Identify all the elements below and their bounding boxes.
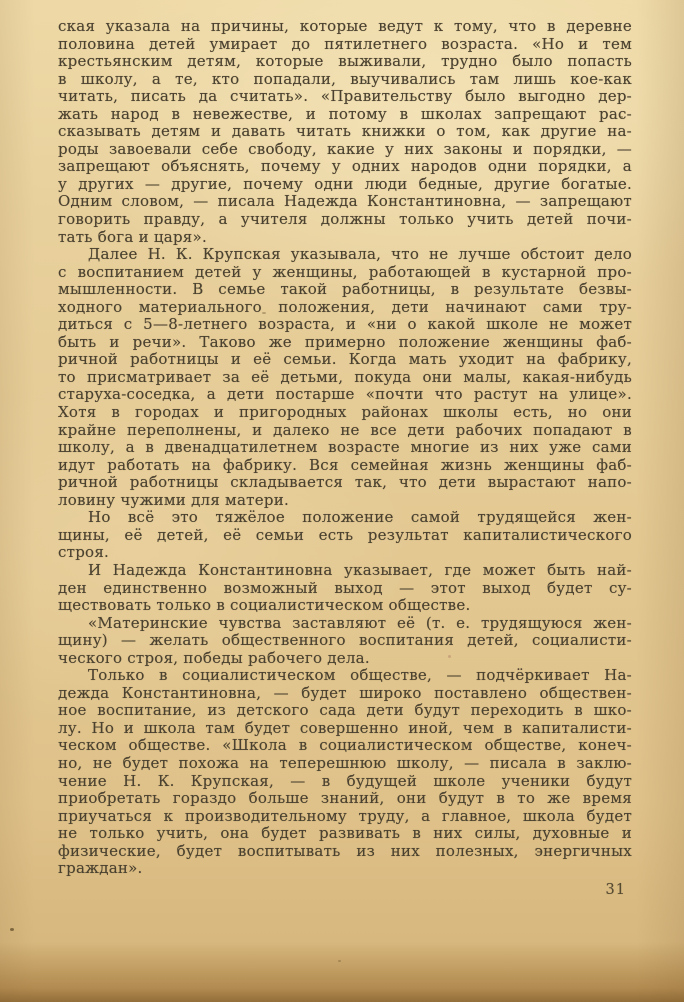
text-block <box>58 18 632 878</box>
text-line: Но всё это тяжёлое положение самой трудящейся жен- <box>88 508 632 527</box>
text-line: ческого строя, победы рабочего дела. <box>58 648 370 667</box>
text-line: щину) — желать общественного воспитания детей, социалисти- <box>58 631 632 650</box>
text-line: строя. <box>58 543 110 562</box>
text-line: быть и речи». Таково же примерно положение женщины фаб- <box>58 332 632 351</box>
text-line: половина детей умирает до пятилетнего возраста. «Но и тем <box>58 34 632 53</box>
paper-speck <box>338 960 341 962</box>
text-line: читать, писать да считать». «Правительству было выгодно дер- <box>58 87 632 106</box>
text-line: граждан». <box>58 859 143 878</box>
text-line: Только в социалистическом обществе, — подчёркивает На- <box>88 666 632 685</box>
text-line: тать бога и царя». <box>58 227 207 246</box>
text-line: в школу, а те, кто попадали, выучивались там лишь кое-как <box>58 69 632 88</box>
text-line: ное воспитание, из детского сада дети будут переходить в шко- <box>58 701 632 720</box>
text-line: Хотя в городах и пригородных районах школы есть, но они <box>58 403 632 422</box>
text-line: но, не будет похожа на теперешнюю школу, — писала в заклю- <box>58 753 632 772</box>
text-line: ден единственно возможный выход — этот выход будет су- <box>58 578 632 597</box>
paragraph <box>58 562 632 615</box>
text-line: не только учить, она будет развивать в них силы, духовные и <box>58 824 632 843</box>
text-line: приобретать гораздо больше знаний, они будут в то же время <box>58 789 632 808</box>
text-line: ричной работницы складывается так, что дети вырастают напо- <box>58 473 632 492</box>
text-line: физические, будет воспитывать из них полезных, энергичных <box>58 841 632 860</box>
text-line: лу. Но и школа там будет совершенно иной, чем в капиталисти- <box>58 718 632 737</box>
text-line: ческом обществе. «Школа в социалистическом обществе, конеч- <box>58 736 632 755</box>
page-number: 31 <box>605 882 626 898</box>
text-line: с воспитанием детей у женщины, работающей в кустарной про- <box>58 262 632 281</box>
paper-speck <box>10 928 14 931</box>
text-line: ская указала на причины, которые ведут к тому, что в деревне <box>58 17 632 35</box>
text-line: сказывать детям и давать читать книжки о том, как другие на- <box>58 122 632 141</box>
paragraph <box>58 667 632 878</box>
text-line: ричной работницы и её семьи. Когда мать уходит на фабрику, <box>58 350 632 369</box>
text-line: ществовать только в социалистическом обществе. <box>58 596 471 615</box>
text-line: жать народ в невежестве, и потому в школах запрещают рас- <box>58 104 632 123</box>
text-line: дежда Константиновна, — будет широко поставлено обществен- <box>58 683 632 702</box>
text-line: чение Н. К. Крупская, — в будущей школе ученики будут <box>58 771 632 790</box>
text-line: крайне переполнены, и далеко не все дети рабочих попадают в <box>58 420 632 439</box>
text-line: школу, а в двенадцатилетнем возрасте многие из них уже сами <box>58 438 632 457</box>
text-line: «Материнские чувства заставляют её (т. е. трудящуюся жен- <box>88 613 632 632</box>
paragraph <box>58 509 632 562</box>
text-line: говорить правду, а учителя должны только учить детей почи- <box>58 210 632 229</box>
text-line: крестьянским детям, которые выживали, трудно было попасть <box>58 52 632 71</box>
text-line: у других — другие, почему одни люди бедные, другие богатые. <box>58 174 632 193</box>
paper-speck <box>620 116 623 118</box>
paragraph <box>58 246 632 509</box>
text-line: старуха-соседка, а дети постарше «почти что растут на улице». <box>58 385 632 404</box>
paper-speck <box>448 655 451 658</box>
text-line: роды завоевали себе свободу, какие у них законы и порядки, — <box>58 139 632 158</box>
text-line: щины, её детей, её семьи есть результат капиталистического <box>58 525 632 544</box>
text-line: ходного материального положения, дети начинают сами тру- <box>58 297 632 316</box>
text-line: приучаться к производительному труду, а главное, школа будет <box>58 806 632 825</box>
text-line: диться с 5—8-летнего возраста, и «ни о какой школе не может <box>58 315 632 334</box>
text-line: запрещают объяснять, почему у одних народов одни порядки, а <box>58 157 632 176</box>
text-line: Далее Н. К. Крупская указывала, что не лучше обстоит дело <box>88 245 632 264</box>
text-line: то присматривает за её детьми, покуда они малы, какая-нибудь <box>58 367 632 386</box>
paragraph <box>58 615 632 668</box>
paragraph <box>58 18 632 246</box>
text-line: идут работать на фабрику. Вся семейная жизнь женщины фаб- <box>58 455 632 474</box>
paper-speck <box>262 312 266 314</box>
text-line: ловину чужими для матери. <box>58 490 289 509</box>
text-line: мышленности. В семье такой работницы, в результате безвы- <box>58 280 632 299</box>
text-line: Одним словом, — писала Надежда Константиновна, — запрещают <box>58 192 632 211</box>
text-line: И Надежда Константиновна указывает, где может быть най- <box>88 560 632 579</box>
